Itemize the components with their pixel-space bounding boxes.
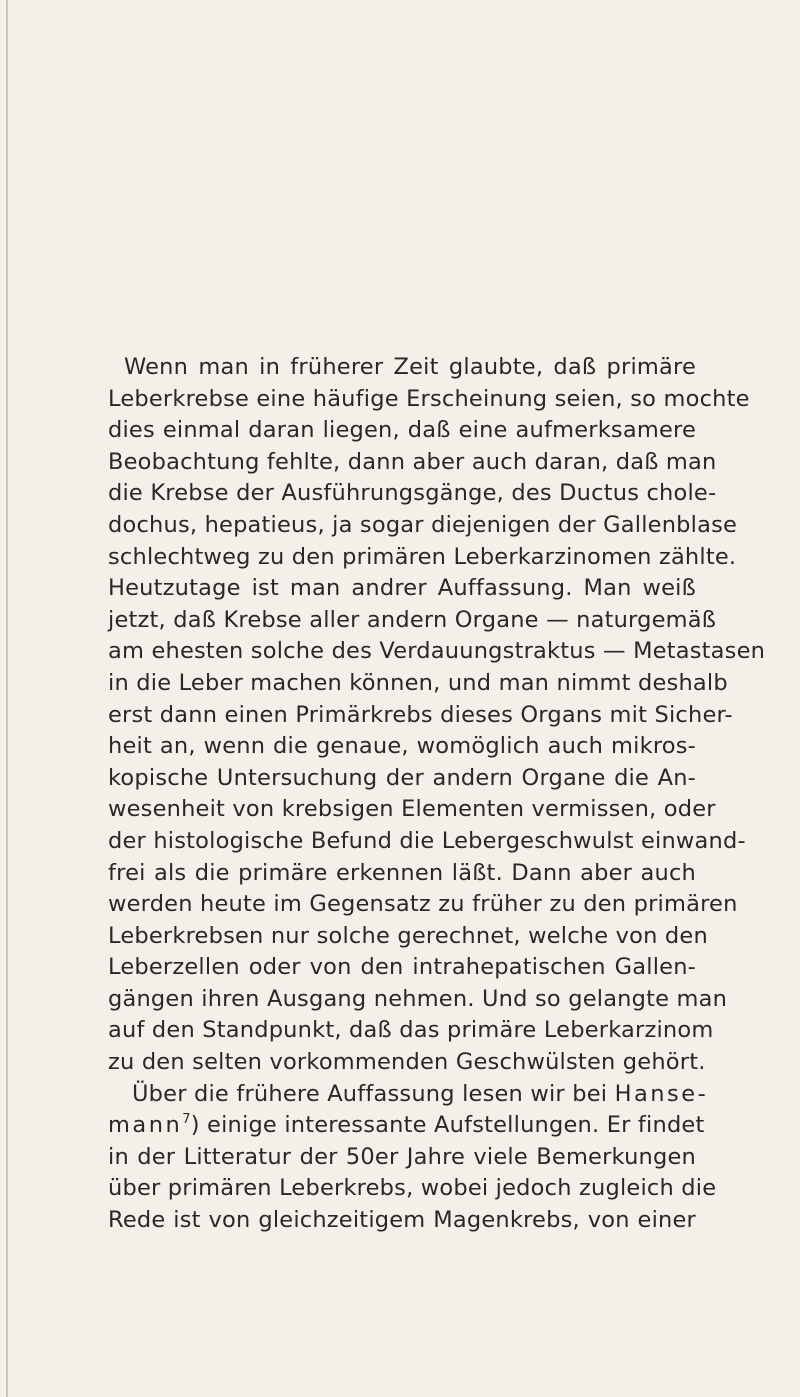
text-line: über primären Leberkrebs, wobei jedoch zugleich die [108, 1175, 717, 1202]
text-line: schlechtweg zu den primären Leberkarzinomen zählte. [108, 543, 737, 570]
text-line: heit an, wenn die genaue, womöglich auch mikros- [108, 733, 696, 760]
body-text [108, 352, 766, 1237]
text-line: Heutzutage ist man andrer Auffassung. Man weiß [108, 575, 696, 602]
text-fragment: ) einige interessante Aufstellungen. Er findet [190, 1112, 705, 1139]
text-line: dochus, hepatieus, ja sogar diejenigen der Gallenblase [108, 511, 738, 538]
text-line: Beobachtung fehlte, dann aber auch daran, daß man [108, 448, 717, 475]
text-line: kopische Untersuchung der andern Organe die An- [108, 764, 696, 791]
text-line: Leberzellen oder von den intrahepatischen Gallen- [108, 954, 696, 981]
text-line: dies einmal daran liegen, daß eine aufmerksamere [108, 417, 696, 444]
text-line: der histologische Befund die Lebergeschwulst einwand- [108, 827, 746, 854]
text-line: in der Litteratur der 50er Jahre viele Bemerkungen [108, 1143, 696, 1170]
text-line: Wenn man in früherer Zeit glaubte, daß primäre [124, 354, 696, 380]
text-line: werden heute im Gegensatz zu früher zu den primären [108, 891, 738, 918]
text-line: Leberkrebsen nur solche gerechnet, welche von den [108, 922, 708, 949]
text-line: auf den Standpunkt, daß das primäre Leberkarzinom [108, 1017, 714, 1044]
text-line: Rede ist von gleichzeitigem Magenkrebs, von einer [108, 1207, 696, 1234]
text-line: gängen ihren Ausgang nehmen. Und so gelangte man [108, 985, 728, 1012]
page-edge-line [6, 0, 8, 1397]
text-line: zu den selten vorkommenden Geschwülsten gehört. [108, 1049, 706, 1076]
author-name: Hanse- [614, 1080, 709, 1107]
text-line: Leberkrebse eine häufige Erscheinung seien, so mochte [108, 385, 750, 412]
text-line: jetzt, daß Krebse aller andern Organe — naturgemäß [108, 606, 717, 633]
author-name: mann [108, 1112, 183, 1139]
text-line [108, 1079, 709, 1111]
text-line: am ehesten solche des Verdauungstraktus — Metastasen [108, 638, 766, 665]
text-line: die Krebse der Ausführungsgänge, des Ductus chole- [108, 480, 717, 507]
text-fragment: Über die frühere Auffassung lesen wir bei [132, 1080, 615, 1107]
text-line: wesenheit von krebsigen Elementen vermissen, oder [108, 796, 716, 823]
text-line: in die Leber machen können, und man nimmt deshalb [108, 669, 728, 696]
text-line: erst dann einen Primärkrebs dieses Organs mit Sicher- [108, 701, 733, 728]
text-line [108, 1110, 705, 1142]
footnote-marker: 7 [182, 1112, 191, 1128]
text-line: frei als die primäre erkennen läßt. Dann aber auch [108, 859, 696, 886]
